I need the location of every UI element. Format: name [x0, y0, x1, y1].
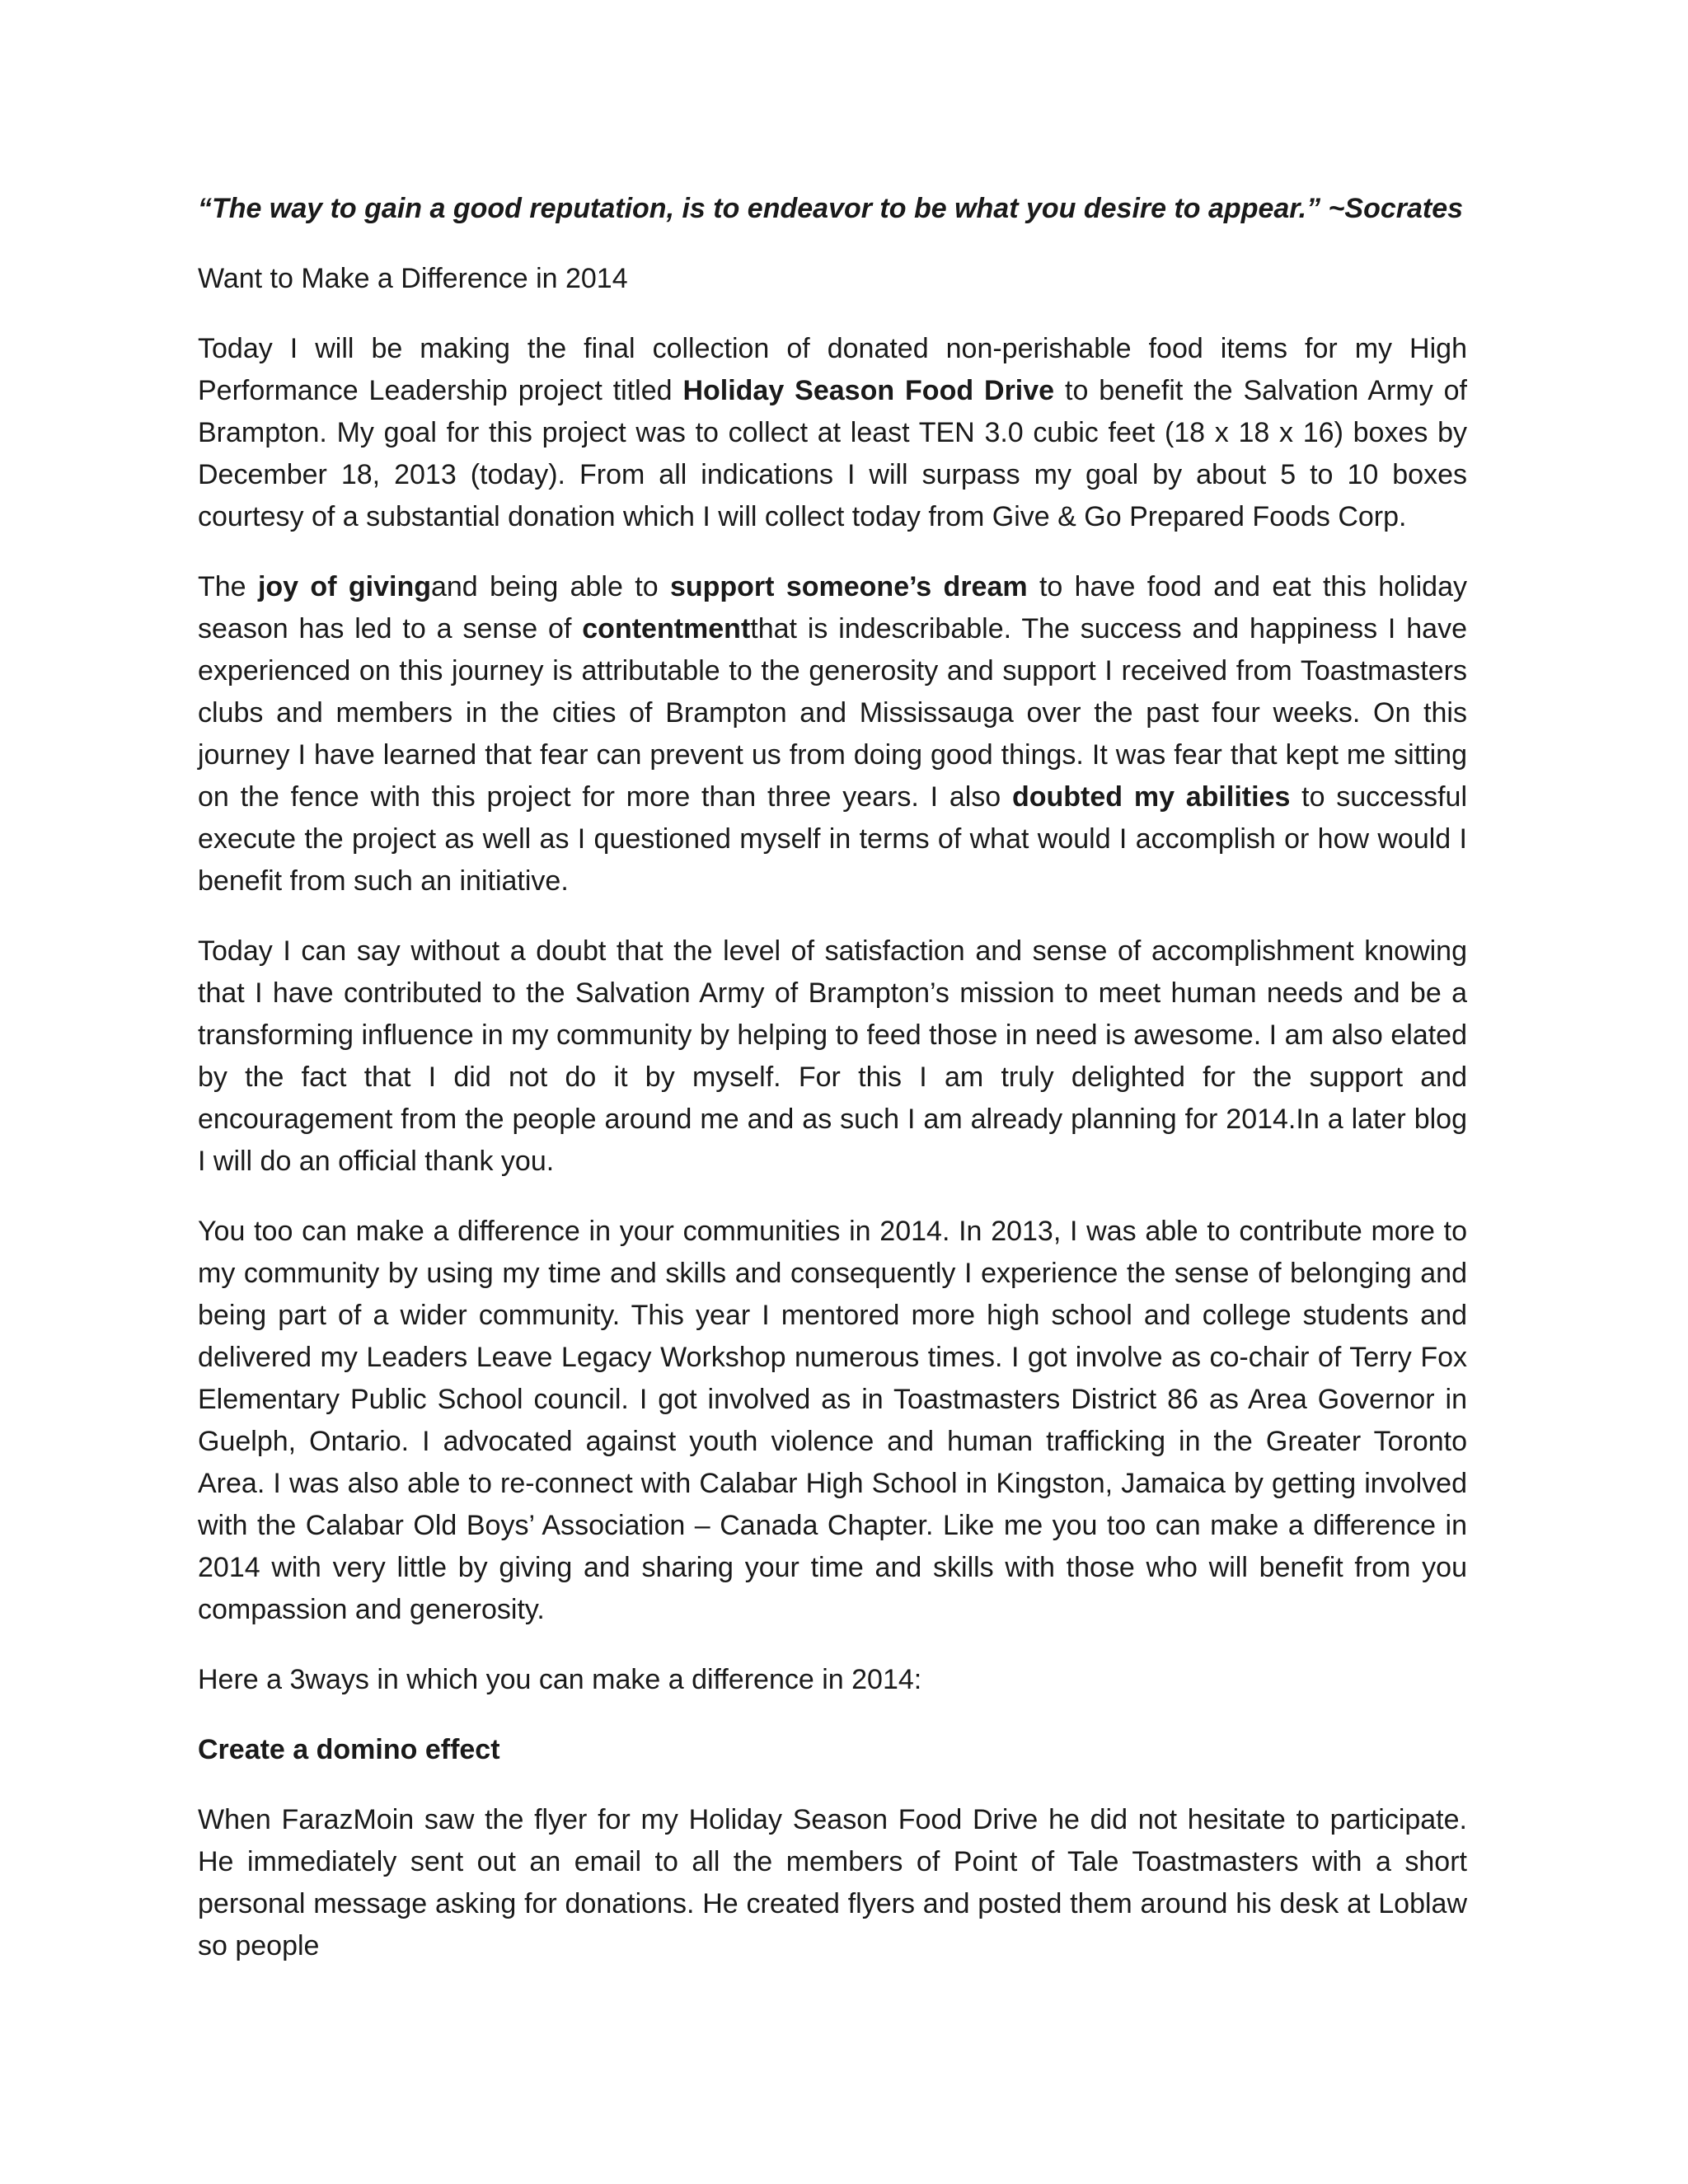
section-heading-domino-effect: Create a domino effect	[198, 1734, 500, 1765]
paragraph-text: to successful execute the project as well as I questioned myself in terms of what would I accomplish or how would I benefit from such an initiative.	[198, 781, 1467, 897]
paragraph-three-ways: Here a 3ways in which you can make a difference in 2014:	[198, 1664, 922, 1695]
bold-phrase: Holiday Season Food Drive	[682, 375, 1055, 406]
bold-phrase: support someone’s dream	[669, 571, 1028, 602]
paragraph-text: to have food and eat this holiday season has led to a sense of	[198, 571, 1467, 644]
document-page	[198, 188, 1467, 1995]
paragraph-food-drive	[198, 328, 1467, 538]
paragraph-text: Today I will be making the final collection of donated non-perishable food items for my High Performance Leadership project titled	[198, 333, 1467, 406]
paragraph-faraz: When FarazMoin saw the flyer for my Holiday Season Food Drive he did not hesitate to participate. He immediately sent out an email to all the members of Point of Tale Toastmasters with a short personal message asking for donations. He created flyers and posted them around his desk at Loblaw so people	[198, 1804, 1467, 1961]
paragraph-text: to benefit the Salvation Army of Brampton. My goal for this project was to collect at least TEN 3.0 cubic feet (18 x 18 x 16) boxes by December 18, 2013 (today). From all indications I will surpass my goal by about 5 to 10 boxes courtesy of a substantial donation which I will collect today from Give & Go Prepared Foods Corp.	[198, 375, 1467, 532]
paragraph-joy-of-giving	[198, 566, 1467, 902]
paragraph-satisfaction: Today I can say without a doubt that the level of satisfaction and sense of accomplishment knowing that I have contributed to the Salvation Army of Brampton’s mission to meet human needs and be a transforming influence in my community by helping to feed those in need is awesome. I am also elated by the fact that I did not do it by myself. For this I am truly delighted for the support and encouragement from the people around me and as such I am already planning for 2014.In a later blog I will do an official thank you.	[198, 935, 1467, 1177]
paragraph-text: that is indescribable. The success and happiness I have experienced on this journey is attributable to the generosity and support I received from Toastmasters clubs and members in the cities of Brampton and Mississauga over the past four weeks. On this journey I have learned that fear can prevent us from doing good things. It was fear that kept me sitting on the fence with this project for more than three years. I also	[198, 613, 1467, 813]
paragraph-make-difference: You too can make a difference in your communities in 2014. In 2013, I was able to contribute more to my community by using my time and skills and consequently I experience the sense of belonging and being part of a wider community. This year I mentored more high school and college students and delivered my Leaders Leave Legacy Workshop numerous times. I got involve as co-chair of Terry Fox Elementary Public School council. I got involved as in Toastmasters District 86 as Area Governor in Guelph, Ontario. I advocated against youth violence and human trafficking in the Greater Toronto Area. I was also able to re-connect with Calabar High School in Kingston, Jamaica by getting involved with the Calabar Old Boys’ Association – Canada Chapter. Like me you too can make a difference in 2014 with very little by giving and sharing your time and skills with those who will benefit from you compassion and generosity.	[198, 1216, 1467, 1625]
bold-phrase: contentment	[582, 613, 751, 644]
epigraph-quote: “The way to gain a good reputation, is to endeavor to be what you desire to appear.” ~Socrates	[198, 193, 1464, 224]
paragraph-text: The	[198, 571, 258, 602]
bold-phrase: doubted my abilities	[1011, 781, 1291, 813]
paragraph-text: and being able to	[430, 571, 670, 602]
document-title: Want to Make a Difference in 2014	[198, 263, 628, 294]
bold-phrase: joy of giving	[257, 571, 431, 602]
